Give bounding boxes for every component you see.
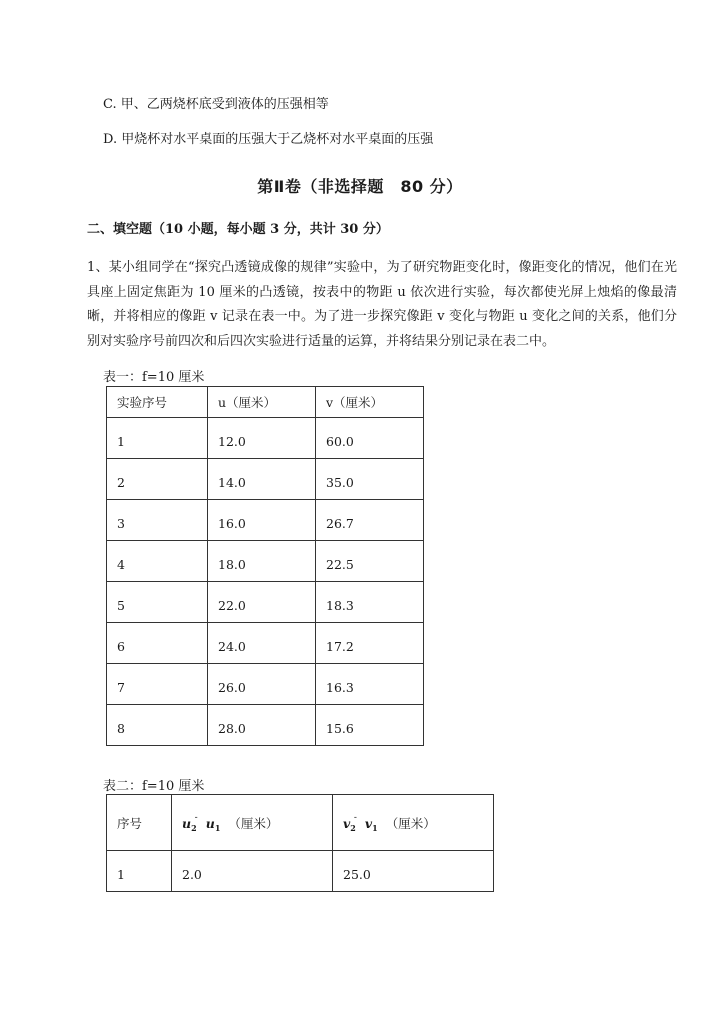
- table-cell: 26.0: [208, 664, 316, 705]
- table2-caption: 表二：f=10 厘米: [103, 779, 205, 794]
- table-cell: 28.0: [208, 705, 316, 746]
- table-row: [107, 582, 424, 623]
- part-heading: 二、填空题（10 小题，每小题 3 分，共计 30 分）: [87, 222, 389, 237]
- header-cell: v（厘米）: [316, 387, 424, 418]
- header-cell-v-diff: [333, 795, 494, 851]
- table-cell: 14.0: [208, 459, 316, 500]
- header-cell: u（厘米）: [208, 387, 316, 418]
- table2: [106, 794, 494, 892]
- table-row: [107, 664, 424, 705]
- section-title: 第Ⅱ卷（非选择题 80 分）: [257, 177, 463, 196]
- unit-label: （厘米）: [385, 815, 436, 831]
- table-header-row: [107, 795, 494, 851]
- header-cell: 序号: [107, 795, 172, 851]
- option-c: C. 甲、乙两烧杯底受到液体的压强相等: [103, 97, 329, 112]
- table-row: [107, 705, 424, 746]
- table-cell: 6: [107, 623, 208, 664]
- header-cell-u-diff: [172, 795, 333, 851]
- v2-symbol: $v_2$: [343, 815, 356, 833]
- table-row: [107, 851, 494, 892]
- table-cell: 24.0: [208, 623, 316, 664]
- table-cell: 25.0: [333, 851, 494, 892]
- table-cell: 15.6: [316, 705, 424, 746]
- table-cell: 8: [107, 705, 208, 746]
- table-cell: 2.0: [172, 851, 333, 892]
- minus-sign: -: [353, 812, 357, 823]
- table-cell: 5: [107, 582, 208, 623]
- v1-symbol: $v_1$: [364, 815, 378, 833]
- table-cell: 3: [107, 500, 208, 541]
- table1: [106, 386, 424, 746]
- table-cell: 16.0: [208, 500, 316, 541]
- question-1-text: 1、某小组同学在“探究凸透镜成像的规律”实验中，为了研究物距变化时，像距变化的情况，他们在光具座上固定焦距为 10 厘米的凸透镜，按表中的物距 u 依次进行实验，每次都使光屏上烛焰的像最清晰，并将相应的像距 v 记录在表一中。为了进一步探究像距 v 变化与物距 u 变化之间的关系，他们分别对实验序号前四次和后四次实验进行适量的运算，并将结果分别记录在表二中。: [87, 260, 677, 349]
- table-cell: 16.3: [316, 664, 424, 705]
- table-row: [107, 418, 424, 459]
- table-cell: 17.2: [316, 623, 424, 664]
- option-d: D. 甲烧杯对水平桌面的压强大于乙烧杯对水平桌面的压强: [103, 132, 434, 147]
- table-header-row: [107, 387, 424, 418]
- table-cell: 35.0: [316, 459, 424, 500]
- header-cell: 实验序号: [107, 387, 208, 418]
- table-row: [107, 623, 424, 664]
- table-cell: 60.0: [316, 418, 424, 459]
- table-cell: 2: [107, 459, 208, 500]
- table-cell: 12.0: [208, 418, 316, 459]
- table-cell: 26.7: [316, 500, 424, 541]
- u2-symbol: $u_2$: [182, 815, 197, 833]
- minus-sign: -: [194, 812, 198, 823]
- table-cell: 18.3: [316, 582, 424, 623]
- table-cell: 1: [107, 851, 172, 892]
- table-row: [107, 500, 424, 541]
- table-cell: 7: [107, 664, 208, 705]
- table-cell: 4: [107, 541, 208, 582]
- table1-caption: 表一：f=10 厘米: [103, 370, 205, 385]
- table-row: [107, 459, 424, 500]
- table-row: [107, 541, 424, 582]
- table-cell: 1: [107, 418, 208, 459]
- u1-symbol: $u_1$: [205, 815, 221, 833]
- unit-label: （厘米）: [228, 815, 279, 831]
- table-cell: 22.5: [316, 541, 424, 582]
- table-cell: 18.0: [208, 541, 316, 582]
- table-cell: 22.0: [208, 582, 316, 623]
